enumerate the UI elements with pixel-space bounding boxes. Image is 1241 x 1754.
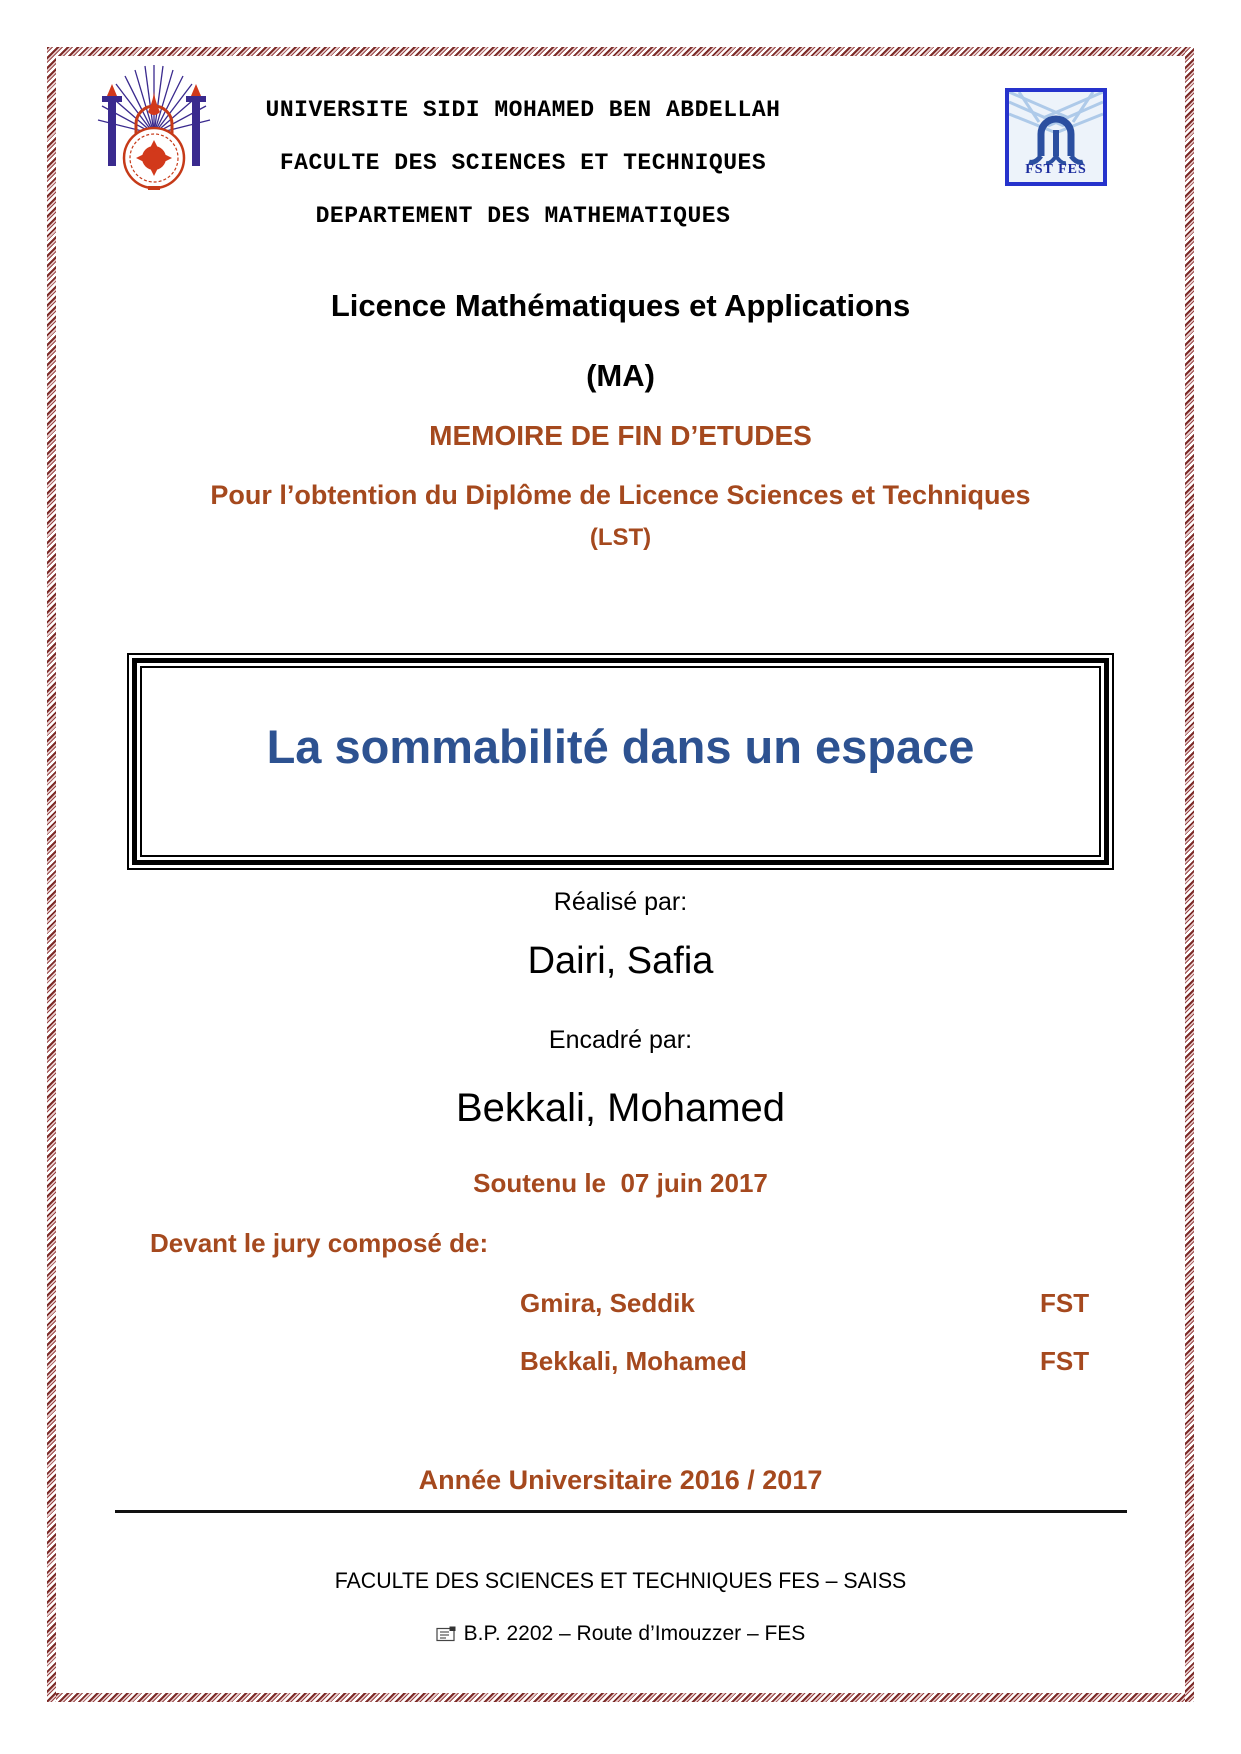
memoire-heading: MEMOIRE DE FIN D’ETUDES [429, 420, 812, 451]
author-name: Dairi, Safia [527, 940, 714, 982]
horizontal-rule [115, 1510, 1127, 1513]
thesis-title: La sommabilité dans un espace [266, 720, 975, 773]
thesis-title-box-middle-border [132, 658, 1109, 865]
academic-year: Année Universitaire 2016 / 2017 [418, 1465, 823, 1495]
decorative-border-bottom [47, 1693, 1194, 1702]
footer-faculty-line: FACULTE DES SCIENCES ET TECHNIQUES FES – SAISS [334, 1568, 907, 1593]
jury-member-affiliation: FST [1040, 1346, 1090, 1376]
supervisor-name: Bekkali, Mohamed [455, 1086, 786, 1130]
department-name: DEPARTEMENT DES MATHEMATIQUES [315, 203, 731, 229]
lst-abbreviation: (LST) [589, 524, 652, 551]
program-title: Licence Mathématiques et Applications [330, 288, 911, 323]
program-abbreviation: (MA) [586, 358, 655, 393]
faculty-name: FACULTE DES SCIENCES ET TECHNIQUES [279, 150, 767, 176]
thesis-title-box-inner-border [140, 666, 1101, 857]
thesis-title-box [127, 653, 1114, 870]
university-emblem-icon [88, 62, 220, 210]
mail-envelope-icon [436, 1624, 457, 1648]
realise-par-label: Réalisé par: [553, 888, 688, 916]
jury-member-name: Gmira, Seddik [520, 1288, 695, 1318]
university-name: UNIVERSITE SIDI MOHAMED BEN ABDELLAH [265, 97, 781, 123]
jury-member-affiliation: FST [1040, 1288, 1090, 1318]
fst-fes-logo [1005, 88, 1107, 186]
fst-fes-logo-text: FST FES [1025, 162, 1087, 177]
decorative-border-top [47, 47, 1194, 56]
footer-address-text: B.P. 2202 – Route d’Imouzzer – FES [463, 1622, 806, 1645]
diploma-heading: Pour l’obtention du Diplôme de Licence Sciences et Techniques [210, 480, 1031, 510]
footer-address-line [47, 1622, 1194, 1648]
institution-header [228, 97, 818, 229]
defense-date: Soutenu le 07 juin 2017 [473, 1168, 768, 1198]
jury-member-name: Bekkali, Mohamed [520, 1346, 747, 1376]
encadre-par-label: Encadré par: [548, 1026, 693, 1054]
jury-label: Devant le jury composé de: [150, 1228, 489, 1258]
